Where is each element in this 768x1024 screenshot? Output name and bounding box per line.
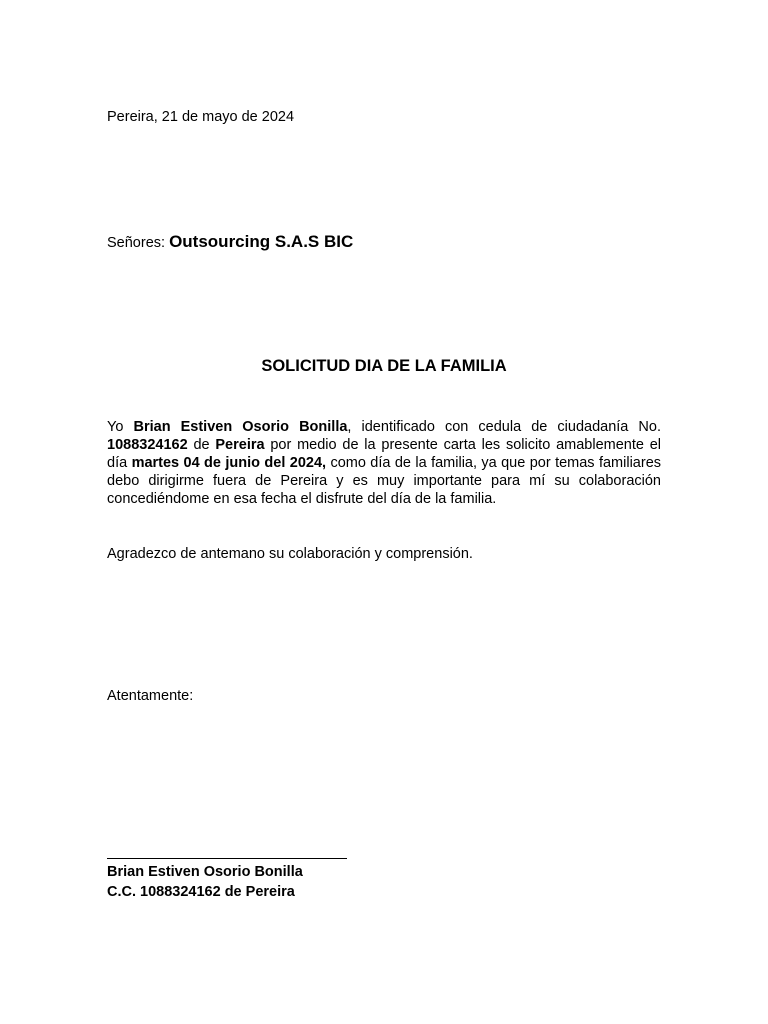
body-text-4: por medio de la presente carta les solicito amablemente el día (107, 437, 662, 471)
body-city: Pereira (215, 437, 265, 453)
body-id-number: 1088324162 (107, 437, 188, 453)
letter-body (107, 418, 661, 508)
thanks-line: Agradezco de antemano su colaboración y comprensión. (107, 546, 473, 562)
letter-date: Pereira, 21 de mayo de 2024 (107, 109, 295, 125)
signature-line (107, 858, 347, 859)
recipient-company: Outsourcing S.A.S BIC (169, 232, 354, 251)
signature-name: Brian Estiven Osorio Bonilla (107, 864, 303, 880)
letter-title: SOLICITUD DIA DE LA FAMILIA (261, 357, 507, 375)
closing-line: Atentamente: (107, 688, 194, 704)
recipient-line (107, 232, 353, 252)
signature-id: C.C. 1088324162 de Pereira (107, 884, 295, 900)
body-text-3: de (187, 437, 216, 453)
body-text-1: Yo (107, 419, 134, 435)
body-requested-date: martes 04 de junio del 2024, (131, 455, 327, 471)
recipient-prefix: Señores: (107, 235, 170, 251)
body-applicant-name: Brian Estiven Osorio Bonilla (133, 419, 348, 435)
body-text-5: como día de la familia, ya que por temas familiares debo dirigirme fuera de Pereira y es muy importante para mí su colaboración concediéndome en esa fecha el disfrute del día de la familia. (107, 455, 662, 507)
body-text-2: , identificado con cedula de ciudadanía No. (347, 419, 661, 435)
